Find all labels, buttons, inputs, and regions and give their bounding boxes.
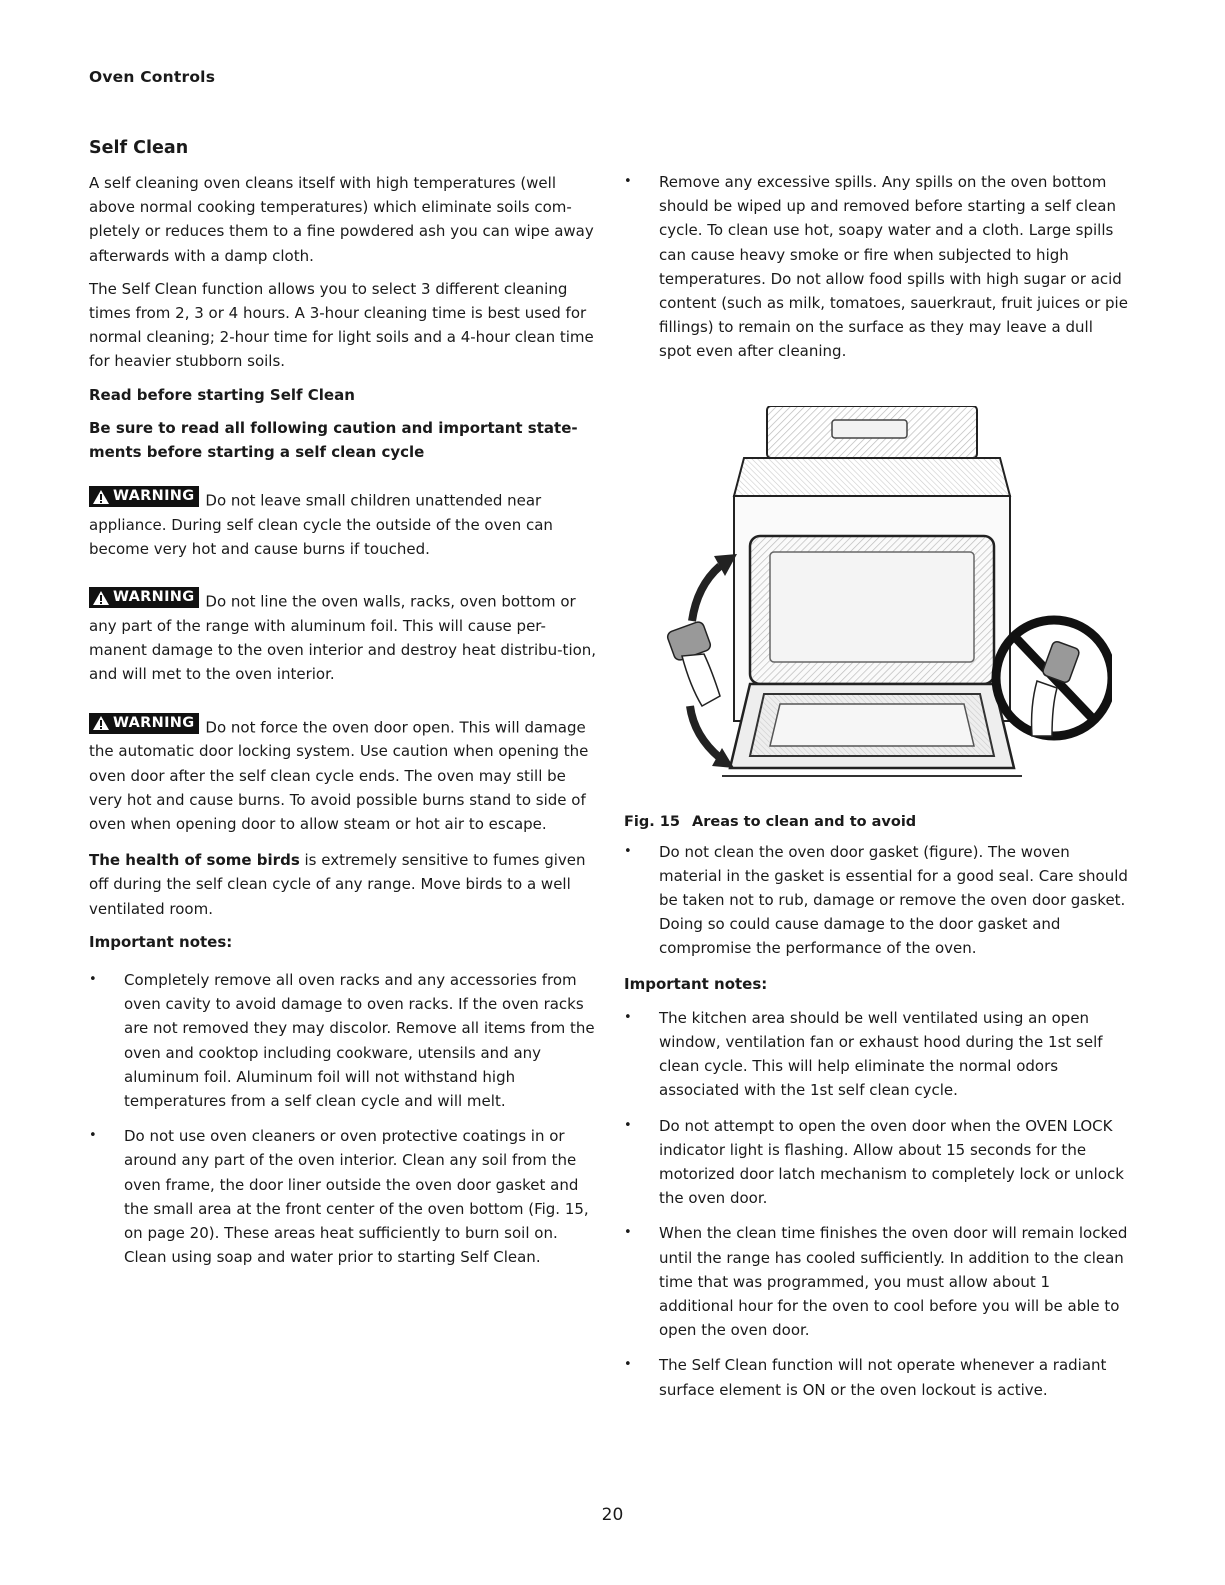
important-notes-heading: Important notes: [89, 932, 233, 951]
warning-badge: WARNING [89, 486, 199, 507]
warning-3 [89, 713, 599, 837]
read-before-heading: Read before starting Self Clean [89, 385, 355, 404]
page-title: Self Clean [89, 138, 189, 158]
figure-title: Areas to clean and to avoid [692, 813, 917, 830]
list-item: • When the clean time finishes the oven door will remain locked until the range has cooled sufficiently. In addition to the clean time that was programmed, you must allow about 1 additional hour for the oven to cool before you will be able to open the oven door. [624, 1221, 1129, 1342]
figure-number: Fig. 15 [624, 813, 680, 830]
figure-caption [624, 814, 1129, 830]
right-top-bullet-list [624, 170, 1129, 364]
right-bullet-list [624, 1006, 1129, 1402]
list-item: • Completely remove all oven racks and any accessories from oven cavity to avoid damage to oven racks. If the oven racks are not removed they may discolor. Remove all items from the oven and cooktop including cookware, utensils and any aluminum foil. Aluminum foil will not withstand high temperatures from a self clean cycle and will melt. [89, 968, 599, 1113]
warning-3-text: Do not force the oven door open. This will damage the automatic door locking system. Use caution when opening the oven door after the self clean cycle ends. The oven may still be very hot and cause burns. To avoid possible burns stand to side of oven when opening door to allow steam or hot air to escape. [89, 718, 589, 833]
list-item: • The Self Clean function will not operate whenever a radiant surface element is ON or the oven lockout is active. [624, 1353, 1129, 1401]
oven-illustration-icon [642, 406, 1112, 806]
important-notes-heading-right: Important notes: [624, 974, 768, 993]
list-item: • Do not clean the oven door gasket (figure). The woven material in the gasket is essential for a good seal. Care should be taken not to rub, damage or remove the oven door gasket. Doing so could cause damage to the door gasket and compromise the performance of the oven. [624, 840, 1129, 961]
list-item: • Remove any excessive spills. Any spills on the oven bottom should be wiped up and removed before starting a self clean cycle. To clean use hot, soapy water and a cloth. Large spills can cause heavy smoke or fire when subjected to high temperatures. Do not allow food spills with high sugar or acid content (such as milk, tomatoes, sauerkraut, fruit juices or pie fillings) to remain on the surface as they may leave a dull spot even after cleaning. [624, 170, 1129, 364]
intro-paragraph-1: A self cleaning oven cleans itself with high temperatures (well above normal cooking temperatures) which eliminate soils com-pletely or reduces them to a fine powdered ash you can wipe away afterwards with a damp cloth. [89, 174, 594, 265]
warning-1-text: Do not leave small children unattended near appliance. During self clean cycle the outside of the oven can become very hot and cause burns if touched. [89, 491, 553, 559]
right-column [624, 170, 1129, 1413]
be-sure-heading: Be sure to read all following caution and important state-ments before starting a self clean cycle [89, 418, 578, 462]
warning-triangle-icon [92, 715, 110, 731]
section-label: Oven Controls [89, 68, 216, 86]
list-item: • Do not use oven cleaners or oven protective coatings in or around any part of the oven interior. Clean any soil from the oven frame, the door liner outside the oven door gasket and the small area at the front center of the oven bottom (Fig. 15, on page 20). These areas heat sufficiently to burn soil on. Clean using soap and water prior to starting Self Clean. [89, 1124, 599, 1269]
warning-1 [89, 486, 599, 561]
warning-badge: WARNING [89, 713, 199, 734]
birds-paragraph: The health of some birds is extremely sensitive to fumes given off during the self clean cycle of any range. Move birds to a well ventilated room. [89, 851, 586, 918]
left-column [89, 138, 599, 1280]
right-gasket-bullet-list [624, 840, 1129, 961]
oven-figure [642, 406, 1112, 806]
warning-2-text: Do not line the oven walls, racks, oven bottom or any part of the range with aluminum foil. This will cause per-manent damage to the oven interior and destroy heat distribu-tion, and will met to the oven interior. [89, 592, 597, 684]
left-bullet-list [89, 968, 599, 1269]
warning-badge: WARNING [89, 587, 199, 608]
warning-2 [89, 587, 599, 686]
warning-triangle-icon [92, 590, 110, 606]
warning-triangle-icon [92, 489, 110, 505]
page-number: 20 [601, 1505, 624, 1525]
intro-paragraph-2: The Self Clean function allows you to select 3 different cleaning times from 2, 3 or 4 hours. A 3-hour cleaning time is best used for normal cleaning; 2-hour time for light soils and a 4-hour clean time for heavier stubborn soils. [89, 279, 594, 371]
list-item: • Do not attempt to open the oven door when the OVEN LOCK indicator light is flashing. Allow about 15 seconds for the motorized door latch mechanism to completely lock or unlock the oven door. [624, 1114, 1129, 1211]
list-item: • The kitchen area should be well ventilated using an open window, ventilation fan or exhaust hood during the 1st self clean cycle. This will help eliminate the normal odors associated with the 1st self clean cycle. [624, 1006, 1129, 1103]
